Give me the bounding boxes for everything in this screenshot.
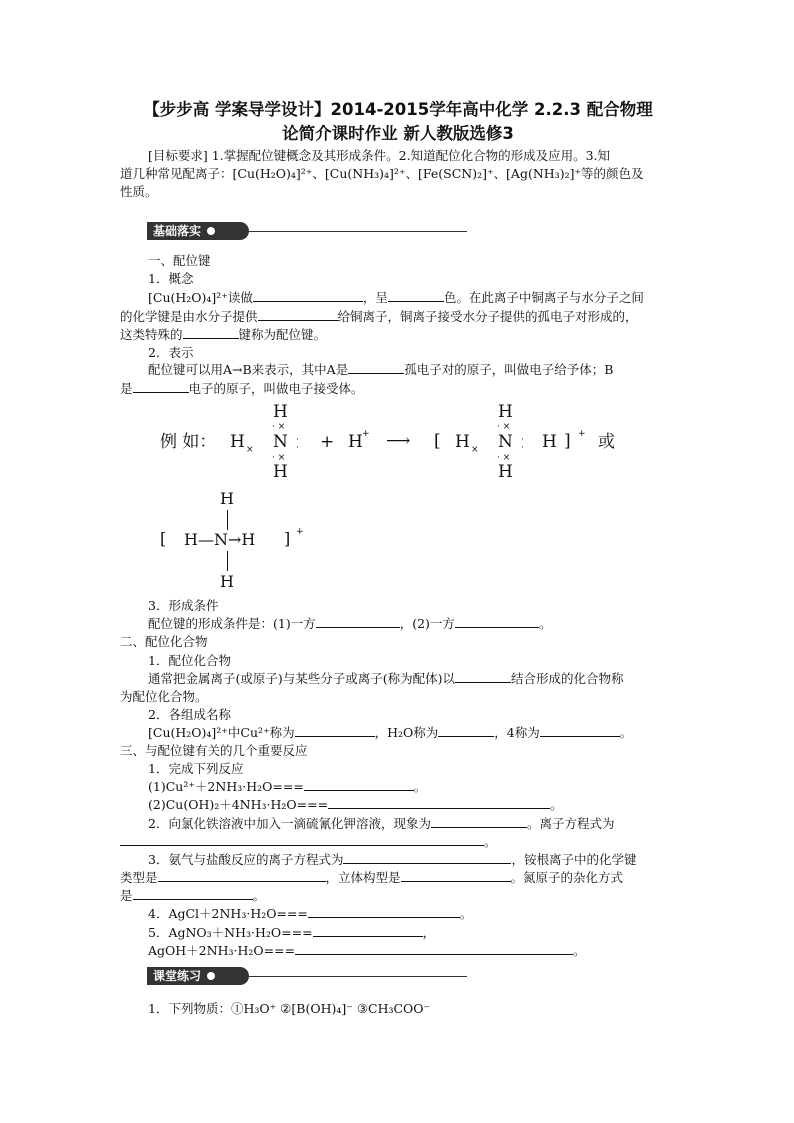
s2-heading: 二、配位化合物 xyxy=(120,634,208,649)
blank-phenomenon[interactable] xyxy=(431,815,527,828)
lone-pair-dots-2: · xyxy=(296,443,299,453)
dots-top: · × xyxy=(272,422,286,432)
s1-p4-a: 配位键可以用A→B来表示，其中A是 xyxy=(148,362,349,377)
dots-bottom: · × xyxy=(272,453,286,463)
s1-p3-a: 这类特殊的 xyxy=(120,327,183,342)
s1-p1-a: [Cu(H₂O)₄]²⁺读做 xyxy=(148,290,253,305)
s3-q2-b: 。离子方程式为 xyxy=(526,816,615,831)
s2-p3-a: [Cu(H₂O)₄]²⁺中Cu²⁺称为 xyxy=(148,725,295,740)
s2-sub-1: 1．配位化合物 xyxy=(148,653,231,668)
blank-ligand[interactable] xyxy=(438,724,494,737)
blank-agoh-reaction[interactable] xyxy=(295,942,573,955)
struct-bond-bottom xyxy=(227,551,228,571)
s1-p1-c: 色。在此离子中铜离子与水分子之间 xyxy=(443,290,644,305)
s3-q2-a: 2．向氯化铁溶液中加入一滴硫氰化钾溶液，现象为 xyxy=(148,816,431,831)
s3-q3-d: ，立体构型是 xyxy=(325,870,401,885)
blank-nh3-equation[interactable] xyxy=(343,851,511,864)
s3-sub-1: 1．完成下列反应 xyxy=(148,761,244,776)
s3-q3-c: 类型是 xyxy=(120,870,158,885)
blank-agno3-reaction[interactable] xyxy=(313,924,423,937)
s1-p6-a: 配位键的形成条件是：(1)一方 xyxy=(148,616,316,631)
s3-question3 xyxy=(148,851,636,868)
section-bar-rule-2 xyxy=(249,976,467,977)
atom-h-top: H xyxy=(273,402,288,422)
blank-bond-types[interactable] xyxy=(158,869,326,882)
blank-condition-2[interactable] xyxy=(455,615,539,628)
reaction-arrow: ⟶ xyxy=(386,431,411,451)
s2-p3-d: 。 xyxy=(619,725,633,740)
example-label: 例 如： xyxy=(160,432,217,452)
atom-h-bottom: H xyxy=(273,462,288,482)
blank-provider[interactable] xyxy=(258,308,338,321)
exercise-1: 1．下列物质：①H₃O⁺ ②[B(OH)₄]⁻ ③CH₃COO⁻ xyxy=(148,1001,431,1016)
s3-q5b-end: 。 xyxy=(573,943,586,958)
section-bar-basics-label: 基础落实 xyxy=(153,224,202,238)
s1-para6 xyxy=(148,615,551,632)
s1-p1-b: ，呈 xyxy=(362,290,388,305)
s1-para3 xyxy=(120,326,326,343)
s3-r1-end: 。 xyxy=(413,779,427,794)
s2-p1-b: 结合形成的化合物称 xyxy=(511,671,624,686)
s3-q3-f: 是 xyxy=(120,888,133,903)
blank-condition-1[interactable] xyxy=(316,615,400,628)
struct-bond-row: H—N→H xyxy=(184,530,256,549)
s1-p6-c: 。 xyxy=(538,616,552,631)
product-h-top: H xyxy=(498,402,513,422)
section-bar-practice xyxy=(147,967,249,985)
s3-q5-text: 5．AgNO₃＋NH₃·H₂O=== xyxy=(148,925,313,940)
blank-acceptor[interactable] xyxy=(133,380,189,393)
plus-sign: + xyxy=(320,432,335,452)
proton-charge: + xyxy=(362,429,370,439)
s3-q3-a: 3．氨气与盐酸反应的离子方程式为 xyxy=(148,852,344,867)
cross-left: × xyxy=(246,445,254,455)
s1-sub-concept: 1．概念 xyxy=(148,271,194,286)
product-n: N xyxy=(498,432,513,452)
doc-title-line1: 【步步高 学案导学设计】2014-2015学年高中化学 2.2.3 配合物理 xyxy=(143,100,653,119)
blank-hybridization[interactable] xyxy=(133,887,253,900)
s3-r2-end: 。 xyxy=(550,797,563,812)
s3-q3-g: 。 xyxy=(252,888,266,903)
blank-donor[interactable] xyxy=(348,361,404,374)
bullet-dot-icon xyxy=(207,227,215,235)
s1-para1 xyxy=(148,289,644,306)
bullet-dot-icon xyxy=(207,972,215,980)
struct-bracket-right: ] xyxy=(284,529,291,548)
blank-central-ion[interactable] xyxy=(295,724,375,737)
s2-para3 xyxy=(148,724,632,741)
product-h-left: H xyxy=(455,432,470,452)
s3-q5b-text: AgOH＋2NH₃·H₂O=== xyxy=(148,943,296,958)
s2-sub-2: 2．各组成名称 xyxy=(148,707,231,722)
s3-question2 xyxy=(148,815,614,832)
product-h-right: H xyxy=(542,432,557,452)
proton-h: H xyxy=(348,432,363,452)
atom-n: N xyxy=(273,432,288,452)
s3-q3-e: 。氮原子的杂化方式 xyxy=(510,870,624,885)
s3-question3-line3 xyxy=(120,887,265,904)
s1-para2 xyxy=(120,308,638,325)
blank-bond-kind[interactable] xyxy=(455,670,511,683)
blank-ionic-equation[interactable] xyxy=(120,833,484,846)
or-label: 或 xyxy=(598,432,615,452)
atom-h-left: H xyxy=(230,432,245,452)
s3-question2-line2 xyxy=(120,833,497,850)
s2-para1 xyxy=(148,670,624,687)
struct-h-bottom: H xyxy=(220,572,234,591)
blank-bond-type[interactable] xyxy=(183,326,239,339)
blank-coordination-number[interactable] xyxy=(540,724,620,737)
s3-q5-end: ， xyxy=(422,925,436,940)
s1-para4 xyxy=(148,361,613,378)
goal-line2: 道几种常见配离子：[Cu(H₂O)₄]²⁺、[Cu(NH₃)₄]²⁺、[Fe(SCN)₂]⁺、[Ag(NH₃)₂]⁺等的颜色及 xyxy=(120,166,644,181)
blank-reaction2[interactable] xyxy=(328,796,550,809)
s1-para5 xyxy=(120,380,364,397)
blank-agcl-reaction[interactable] xyxy=(308,905,460,918)
s2-para2: 为配位化合物。 xyxy=(120,689,208,704)
s3-q3-b: ，铵根离子中的化学键 xyxy=(511,852,637,867)
s2-p3-b: ，H₂O称为 xyxy=(374,725,439,740)
product-dots-top: · × xyxy=(497,422,511,432)
blank-color[interactable] xyxy=(388,289,444,302)
bracket-right: ] xyxy=(564,431,571,451)
s3-r2-text: (2)Cu(OH)₂＋4NH₃·H₂O=== xyxy=(148,797,329,812)
blank-reaction1[interactable] xyxy=(304,778,414,791)
s1-p5-b: 电子的原子，叫做电子接受体。 xyxy=(188,381,364,396)
s3-r1-text: (1)Cu²⁺＋2NH₃·H₂O=== xyxy=(148,779,304,794)
s3-reaction2 xyxy=(148,796,563,813)
struct-h-top: H xyxy=(220,489,234,508)
s1-p3-b: 键称为配位键。 xyxy=(238,327,327,342)
s3-q4-text: 4．AgCl＋2NH₃·H₂O=== xyxy=(148,906,308,921)
s3-q4-end: 。 xyxy=(459,906,473,921)
s3-question5 xyxy=(148,924,435,941)
product-cross-left: × xyxy=(471,445,479,455)
goal-line3: 性质。 xyxy=(120,184,158,199)
struct-bracket-left: [ xyxy=(160,529,167,548)
s1-p4-b: 孤电子对的原子，叫做电子给予体；B xyxy=(404,362,614,377)
s1-p2-a: 的化学键是由水分子提供 xyxy=(120,309,258,324)
s2-p3-c: ，4称为 xyxy=(494,725,540,740)
s1-p6-b: ，(2)一方 xyxy=(399,616,455,631)
struct-charge: + xyxy=(296,527,304,537)
s1-sub-notation: 2．表示 xyxy=(148,345,194,360)
product-pair-dots: · xyxy=(521,435,524,445)
s1-sub-conditions: 3．形成条件 xyxy=(148,598,219,613)
product-dots-bottom: · × xyxy=(497,453,511,463)
section-bar-practice-label: 课堂练习 xyxy=(153,969,202,983)
s3-q2-end: 。 xyxy=(484,834,497,849)
bracket-left: [ xyxy=(434,431,441,451)
section-bar-rule xyxy=(249,231,467,232)
s3-question4 xyxy=(148,905,472,922)
s3-question5b xyxy=(148,942,586,959)
s3-question3-line2 xyxy=(120,869,623,886)
product-pair-dots-2: · xyxy=(521,443,524,453)
goal-line1: [目标要求] 1.掌握配位键概念及其形成条件。2.知道配位化合物的形成及应用。3.知 xyxy=(148,148,611,163)
s2-p1-a: 通常把金属离子(或原子)与某些分子或离子(称为配体)以 xyxy=(148,671,456,686)
doc-title-line2: 论简介课时作业 新人教版选修3 xyxy=(282,124,514,143)
s1-heading: 一、配位键 xyxy=(148,253,211,268)
product-charge: + xyxy=(578,429,586,439)
section-bar-basics xyxy=(147,222,249,240)
product-h-bottom: H xyxy=(498,462,513,482)
s3-heading: 三、与配位键有关的几个重要反应 xyxy=(120,743,308,758)
s1-p2-b: 给铜离子，铜离子接受水分子提供的孤电子对形成的， xyxy=(337,309,638,324)
blank-geometry[interactable] xyxy=(401,869,511,882)
struct-bond-top xyxy=(227,510,228,530)
blank-reading[interactable] xyxy=(253,289,363,302)
s1-p5-a: 是 xyxy=(120,381,133,396)
s3-reaction1 xyxy=(148,778,426,795)
lone-pair-dots: · xyxy=(296,435,299,445)
